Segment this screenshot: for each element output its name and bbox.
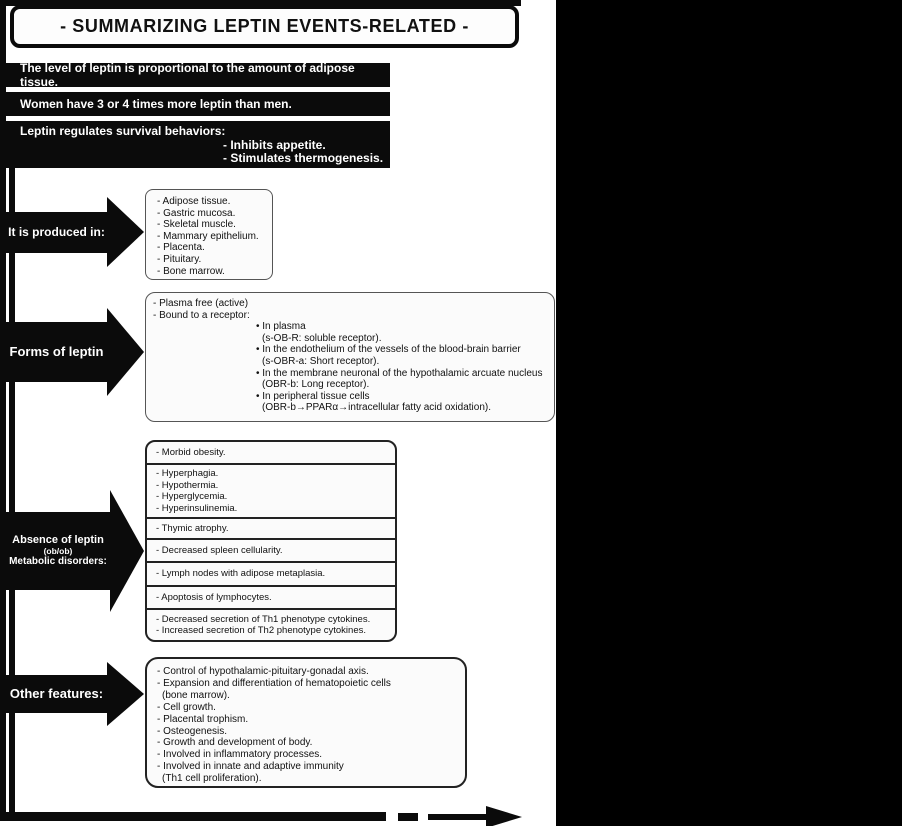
absence-row xyxy=(147,538,395,561)
other-item-continuation: (bone marrow). xyxy=(162,689,230,701)
forms-arrow-head-icon xyxy=(107,308,144,396)
receptor-line: (OBR-b→PPARα→intracellular fatty acid oxidation). xyxy=(262,402,492,414)
absence-arrow-label-line1: Absence of leptin xyxy=(12,534,104,547)
produced-arrow-label: It is produced in: xyxy=(8,224,105,239)
absence-row-text: - Hyperglycemia. xyxy=(156,491,228,502)
absence-row-text: - Hyperinsulinemia. xyxy=(156,502,238,514)
produced-item: - Gastric mucosa. xyxy=(157,207,236,219)
produced-item: - Bone marrow. xyxy=(157,265,225,277)
connector-1 xyxy=(9,168,15,216)
other-features-arrow xyxy=(6,675,107,713)
receptor-line: • In the membrane neuronal of the hypothalamic arcuate nucleus xyxy=(256,367,543,379)
fact-bar-leptin-level xyxy=(6,63,390,87)
produced-arrow xyxy=(6,212,107,253)
absence-row-text: - Hyperphagia. xyxy=(156,468,219,479)
absence-row-text: - Lymph nodes with adipose metaplasia. xyxy=(156,568,326,580)
absence-row-text: - Apoptosis of lymphocytes. xyxy=(156,591,272,603)
absence-row-text: - Morbid obesity. xyxy=(156,446,226,458)
other-item: - Growth and development of body. xyxy=(157,737,313,749)
other-item-continuation: (Th1 cell proliferation). xyxy=(162,773,262,785)
other-item: - Involved in innate and adaptive immunity xyxy=(157,761,344,773)
produced-box xyxy=(145,189,273,280)
fact-bar-leptin-level-text: The level of leptin is proportional to the amount of adipose tissue. xyxy=(20,61,355,89)
absence-row-text: - Thymic atrophy. xyxy=(156,522,229,534)
absence-arrow-head-icon xyxy=(110,490,144,612)
absence-row-text: - Decreased spleen cellularity. xyxy=(156,544,283,556)
absence-row xyxy=(147,585,395,608)
receptor-line: (s-OBR-a: Short receptor). xyxy=(262,355,380,367)
absence-row xyxy=(147,517,395,538)
produced-item: - Adipose tissue. xyxy=(157,196,231,207)
forms-box xyxy=(145,292,555,422)
absence-row-text: - Hypothermia. xyxy=(156,479,219,491)
figure-title-text: - SUMMARIZING LEPTIN EVENTS-RELATED - xyxy=(60,16,469,36)
absence-row xyxy=(147,442,395,463)
survival-behaviors-sub2: - Stimulates thermogenesis. xyxy=(223,151,384,165)
forms-primary-item: - Plasma free (active) xyxy=(153,298,249,309)
produced-item: - Pituitary. xyxy=(157,253,202,265)
produced-arrow-head-icon xyxy=(107,197,144,267)
absence-row xyxy=(147,608,395,640)
other-features-arrow-head-icon xyxy=(107,662,144,726)
survival-behaviors-sub1: - Inhibits appetite. xyxy=(223,137,326,152)
receptor-line: (OBR-b: Long receptor). xyxy=(262,379,370,391)
connector-4 xyxy=(9,588,15,678)
connector-2 xyxy=(9,250,15,326)
other-features-box xyxy=(145,657,467,788)
bottom-arrow-dash xyxy=(398,813,418,821)
produced-item: - Skeletal muscle. xyxy=(157,219,236,231)
forms-receptor-item xyxy=(256,368,554,391)
other-item: - Involved in inflammatory processes. xyxy=(157,749,323,761)
produced-item: - Mammary epithelium. xyxy=(157,230,259,242)
connector-5 xyxy=(9,711,15,816)
absence-row-text: - Increased secretion of Th2 phenotype cytokines. xyxy=(156,625,367,636)
survival-behaviors-heading: Leptin regulates survival behaviors: xyxy=(20,124,226,138)
bottom-arrow-head-icon xyxy=(486,806,522,826)
absence-arrow-label-line3: Metabolic disorders: xyxy=(9,556,107,568)
other-item: - Cell growth. xyxy=(157,701,216,713)
other-features-arrow-label: Other features: xyxy=(9,685,104,701)
absence-row xyxy=(147,561,395,585)
forms-receptor-item xyxy=(256,321,554,344)
receptor-line: (s-OB-R: soluble receptor). xyxy=(262,332,382,344)
receptor-line: • In plasma xyxy=(256,321,306,333)
connector-3 xyxy=(9,380,15,516)
bottom-arrow-line xyxy=(428,814,486,820)
other-item: - Placental trophism. xyxy=(157,713,249,725)
absence-row-text: - Decreased secretion of Th1 phenotype cytokines. xyxy=(156,613,371,625)
receptor-line: • In the endothelium of the vessels of the blood-brain barrier xyxy=(256,344,521,356)
other-item: - Osteogenesis. xyxy=(157,725,228,737)
fact-bar-women-leptin xyxy=(6,92,390,116)
figure-title xyxy=(10,5,519,48)
forms-receptor-item xyxy=(256,344,554,367)
forms-arrow-label: Forms of leptin xyxy=(9,343,104,359)
other-item: - Expansion and differentiation of hematopoietic cells xyxy=(157,677,391,689)
absence-arrow xyxy=(6,512,110,590)
absence-arrow-label-line2: (ob/ob) xyxy=(43,545,73,556)
right-black-panel xyxy=(556,0,902,826)
absence-box xyxy=(145,440,397,642)
forms-arrow xyxy=(6,322,107,382)
absence-row xyxy=(147,463,395,517)
fact-bar-women-leptin-text: Women have 3 or 4 times more leptin than men. xyxy=(20,97,292,111)
other-item: - Control of hypothalamic-pituitary-gonadal axis. xyxy=(157,666,369,677)
forms-primary-item: - Bound to a receptor: xyxy=(153,309,250,321)
bottom-arrow-bar xyxy=(6,812,386,821)
forms-receptor-item xyxy=(256,391,554,414)
produced-item: - Placenta. xyxy=(157,242,205,254)
receptor-line: • In peripheral tissue cells xyxy=(256,390,370,402)
fact-bar-survival-behaviors xyxy=(6,121,390,168)
